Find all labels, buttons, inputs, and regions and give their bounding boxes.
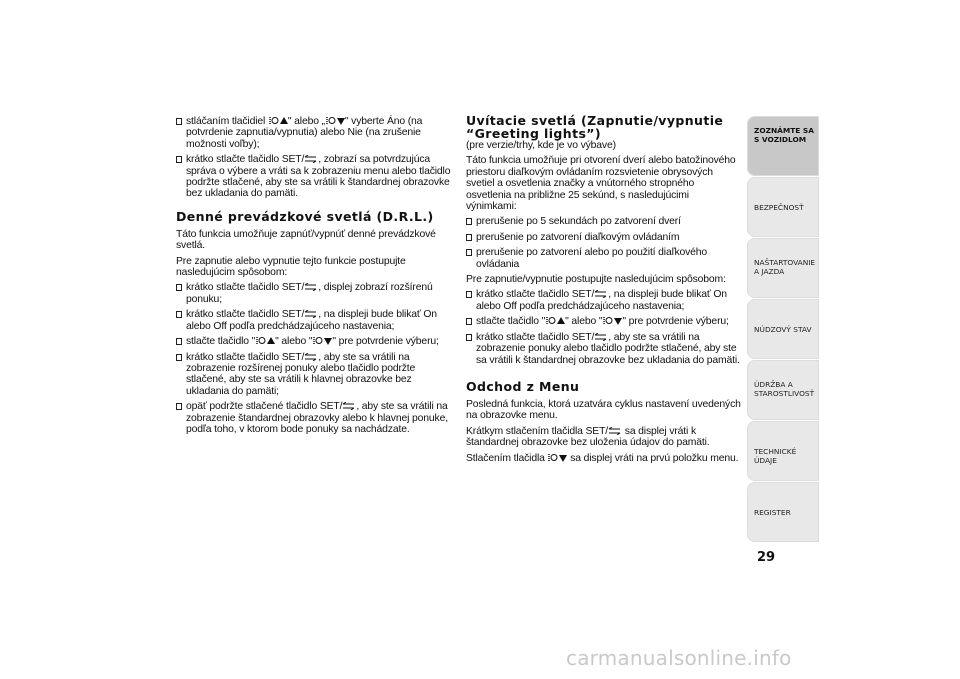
right-column — [466, 114, 742, 468]
set-return-icon — [594, 290, 608, 298]
checkbox-bullet-icon — [466, 249, 472, 256]
checkbox-bullet-icon — [466, 318, 472, 325]
paragraph: Krátkym stlačením tlačidla SET/ sa displej vráti k štandardnej obrazovke bez uloženia údajov do pamäti. — [466, 425, 710, 449]
section-heading: Uvítacie svetlá (Zapnutie/vypnutie “Greeting lights”) — [466, 113, 724, 141]
checkbox-bullet-icon — [466, 334, 472, 341]
set-return-icon — [342, 402, 356, 410]
page-number: 29 — [757, 550, 776, 565]
tab-register[interactable]: REGISTER — [747, 482, 819, 542]
arrow-up-icon — [267, 337, 275, 345]
set-return-icon — [304, 310, 318, 318]
arrow-up-icon — [280, 117, 288, 125]
arrow-down-icon — [337, 117, 345, 125]
paragraph: Táto funkcia umožňuje pri otvorení dverí alebo batožinového priestoru diaľkovým ovládaním rozsvietenie obrysových svetiel a osvetlenia značky a vnútorného stropného osvetlenia na približne 25 sekúnd, s nasledujúcimi výnimkami: — [466, 155, 736, 213]
dimmer-light-icon — [325, 116, 337, 125]
list-item: krátko stlačte tlačidlo SET/ , na displeji bude blikať On alebo Off podľa predchádzajúceho nastavenia; — [466, 289, 742, 312]
checkbox-bullet-icon — [176, 156, 182, 163]
set-return-icon — [608, 427, 622, 435]
set-return-icon — [304, 283, 318, 291]
set-return-icon — [594, 333, 608, 341]
list-item: krátko stlačte tlačidlo SET/ , displej zobrazí rozšírenú ponuku; — [176, 282, 452, 305]
list-item: opäť podržte stlačené tlačidlo SET/ , aby ste sa vrátili na zobrazenie štandardnej obrazovky alebo k hlavnej ponuke, podľa toho, v ktorom bode ponuky sa nachádzate. — [176, 401, 452, 435]
section-heading: Denné prevádzkové svetlá (D.R.L.) — [176, 208, 434, 224]
checkbox-bullet-icon — [176, 354, 182, 361]
tab-technicke-udaje[interactable]: TECHNICKÉ ÚDAJE — [747, 421, 819, 481]
paragraph: Posledná funkcia, ktorá uzatvára cyklus nastavení uvedených na obrazovke menu. — [466, 398, 741, 422]
checkbox-bullet-icon — [176, 338, 182, 345]
list-item: prerušenie po zatvorení diaľkovým ovládaním — [466, 232, 742, 243]
tab-udrzba-a-starostlivost[interactable]: ÚDRŽBA A STAROSTLIVOSŤ — [747, 360, 819, 420]
list-item: krátko stlačte tlačidlo SET/ , zobrazí sa potvrdzujúca správa o výbere a vráti sa k zobrazeniu menu alebo tlačidlo podržte stlačené, aby ste sa vrátili k štandardnej obrazovke bez ukladania do pamäti. — [176, 154, 452, 200]
checkbox-bullet-icon — [466, 291, 472, 298]
tab-nudzovy-stav[interactable]: NÚDZOVÝ STAV — [747, 299, 819, 359]
dimmer-light-icon — [312, 336, 324, 345]
list-item: prerušenie po 5 sekundách po zatvorení dverí — [466, 216, 742, 227]
arrow-up-icon — [557, 317, 565, 325]
tab-zoznamte-sa-s-vozidlom[interactable]: ZOZNÁMTE SA S VOZIDLOM — [747, 116, 819, 176]
list-item: stlačte tlačidlo " " alebo " " pre potvrdenie výberu; — [176, 336, 452, 347]
paragraph: Pre zapnutie/vypnutie postupujte nasledujúcim spôsobom: — [466, 274, 726, 286]
paragraph: Táto funkcia umožňuje zapnúť/vypnúť denné prevádzkové svetlá. — [176, 228, 436, 252]
checkbox-bullet-icon — [176, 118, 182, 125]
list-item: stlačte tlačidlo " " alebo " " pre potvrdenie výberu; — [466, 316, 742, 327]
dimmer-light-icon — [255, 336, 267, 345]
list-item: prerušenie po zatvorení alebo po použití diaľkového ovládania — [466, 247, 742, 270]
dimmer-light-icon — [547, 453, 559, 462]
dimmer-light-icon — [602, 316, 614, 325]
left-column — [176, 116, 452, 439]
subtitle: (pre verzie/trhy, kde je vo výbave) — [466, 140, 616, 151]
tab-bezpecnost[interactable]: BEZPEČNOSŤ — [747, 177, 819, 237]
list-item: krátko stlačte tlačidlo SET/ , aby ste sa vrátili na zobrazenie ponuky alebo tlačidlo podržte stlačené, aby ste sa vrátili k štandardnej obrazovke bez ukladania do pamäti. — [466, 332, 742, 366]
list-item: stláčaním tlačidiel " alebo „ " vyberte Áno (na potvrdenie zapnutia/vypnutia) alebo Nie (na zrušenie možnosti voľby); — [176, 116, 452, 150]
section-heading: Odchod z Menu — [466, 378, 580, 394]
set-return-icon — [304, 155, 318, 163]
list-item: krátko stlačte tlačidlo SET/ , na displeji bude blikať On alebo Off podľa predchádzajúceho nastavenia; — [176, 309, 452, 332]
list-item: krátko stlačte tlačidlo SET/ , aby ste sa vrátili na zobrazenie rozšírenej ponuky alebo tlačidlo podržte stlačené, aby ste sa vrátili k hlavnej obrazovke bez ukladania do pamäti; — [176, 352, 452, 398]
checkbox-bullet-icon — [176, 311, 182, 318]
watermark: carmanualsonline.info — [566, 646, 792, 670]
checkbox-bullet-icon — [466, 218, 472, 225]
paragraph: Stlačením tlačidla sa displej vráti na prvú položku menu. — [466, 452, 739, 464]
dimmer-light-icon — [545, 316, 557, 325]
checkbox-bullet-icon — [466, 234, 472, 241]
dimmer-light-icon — [268, 116, 280, 125]
paragraph: Pre zapnutie alebo vypnutie tejto funkcie postupujte nasledujúcim spôsobom: — [176, 255, 406, 279]
checkbox-bullet-icon — [176, 284, 182, 291]
tab-nastartovanie-a-jazda[interactable]: NAŠTARTOVANIE A JAZDA — [747, 238, 819, 298]
set-return-icon — [304, 353, 318, 361]
checkbox-bullet-icon — [176, 403, 182, 410]
